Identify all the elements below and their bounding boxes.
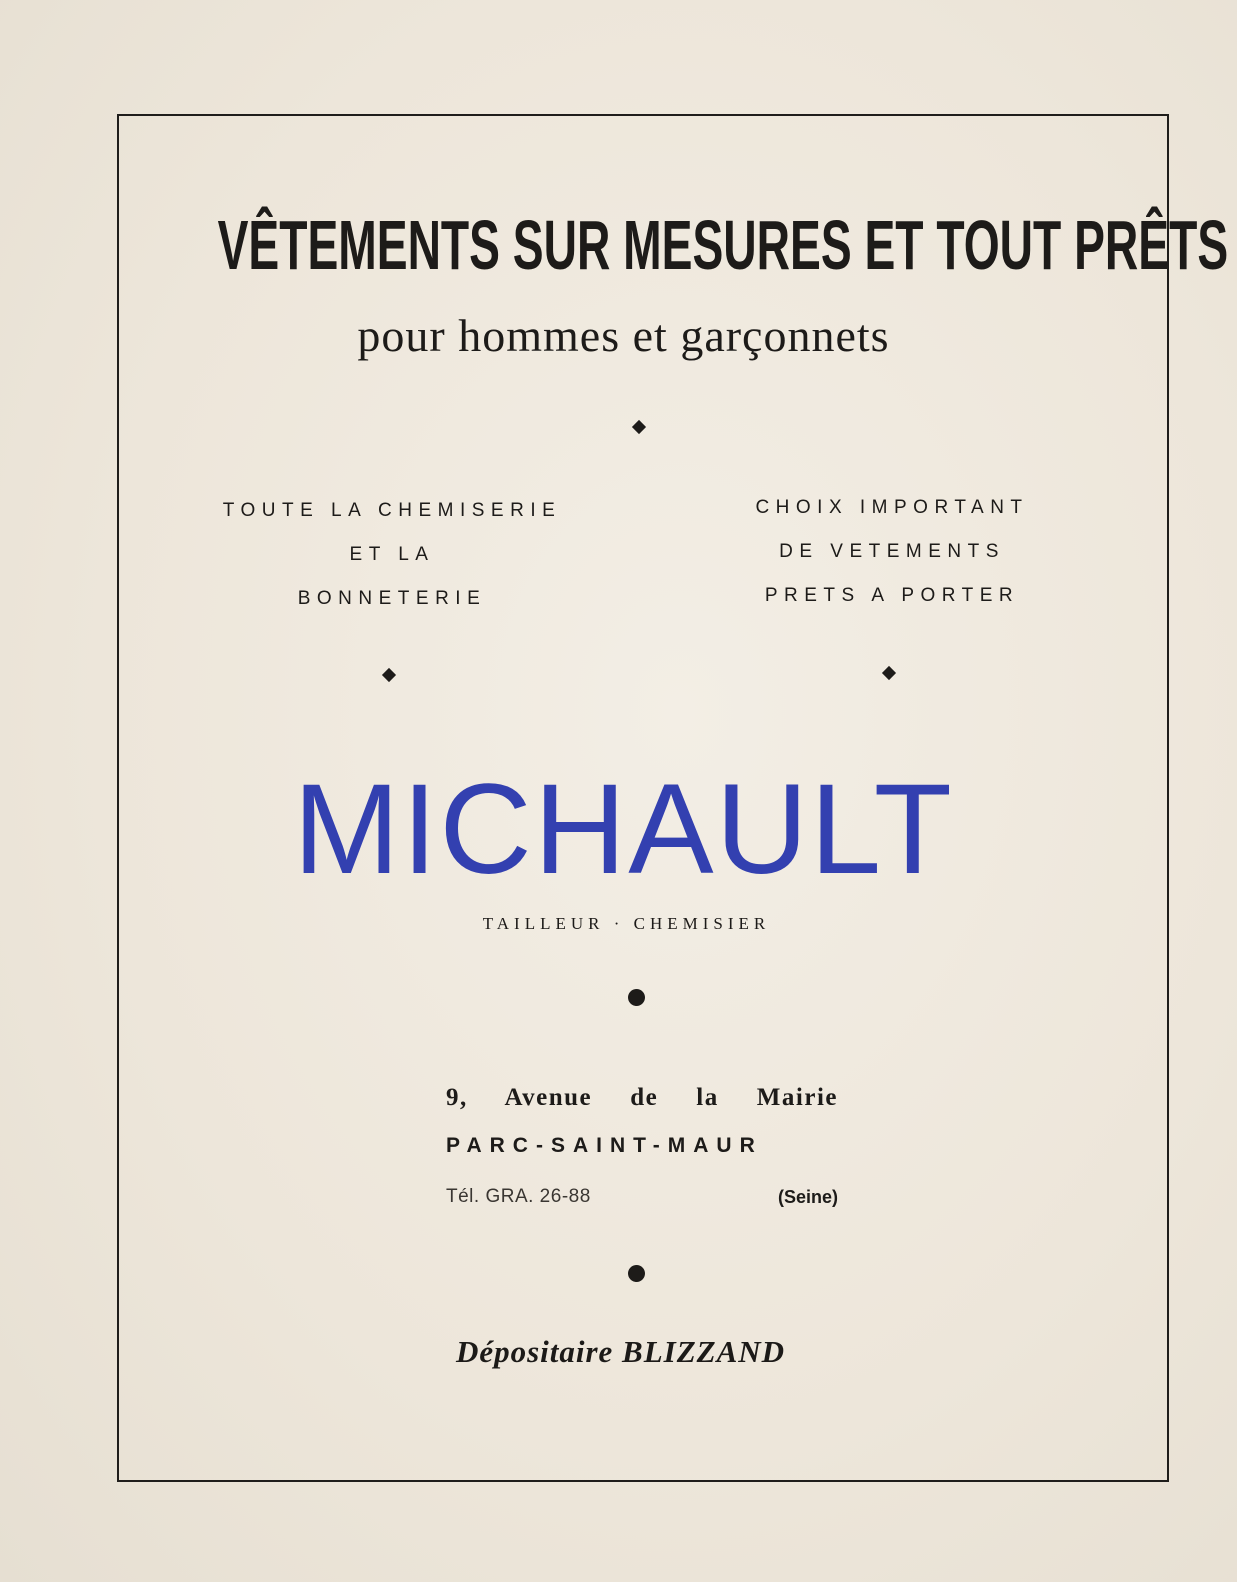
right-column-line: PRETS A PORTER <box>764 585 1020 606</box>
left-column <box>132 489 652 621</box>
right-column <box>632 486 1152 618</box>
dot-ornament-bottom <box>628 1265 645 1282</box>
brand-name: MICHAULT <box>293 758 954 901</box>
headline: VÊTEMENTS SUR MESURES ET TOUT PRÊTS <box>217 206 1229 284</box>
right-column-line: CHOIX IMPORTANT <box>755 497 1029 518</box>
address-city: PARC-SAINT-MAUR <box>446 1134 763 1157</box>
subheadline: pour hommes et garçonnets <box>357 310 890 361</box>
phone-number: Tél. GRA. 26-88 <box>446 1186 591 1207</box>
right-column-line: DE VETEMENTS <box>779 541 1005 562</box>
address-street: 9, Avenue de la Mairie <box>446 1084 838 1111</box>
department: (Seine) <box>777 1187 838 1207</box>
depositaire-line: Dépositaire BLIZZAND <box>455 1334 786 1369</box>
dot-ornament-middle <box>628 989 645 1006</box>
address-contact-row <box>446 1182 838 1212</box>
left-column-line: BONNETERIE <box>297 588 487 609</box>
left-column-line: TOUTE LA CHEMISERIE <box>222 500 562 521</box>
left-column-line: ET LA <box>349 544 435 565</box>
brand-tagline: TAILLEUR · CHEMISIER <box>482 914 771 933</box>
